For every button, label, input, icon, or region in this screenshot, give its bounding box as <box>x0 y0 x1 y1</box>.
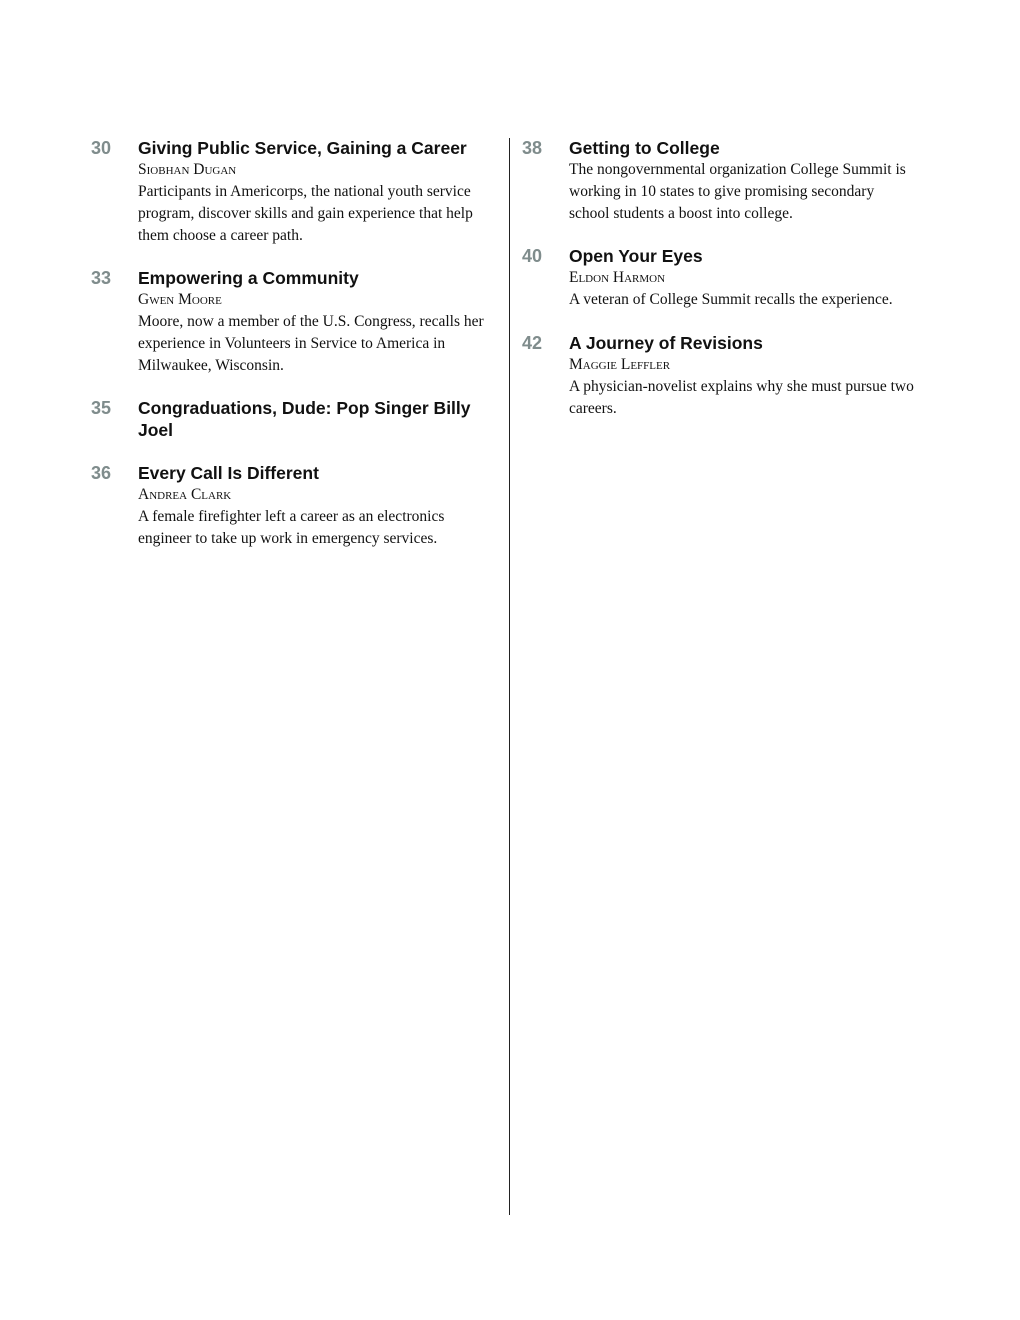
page-number: 40 <box>522 246 543 266</box>
article-title[interactable]: Open Your Eyes <box>569 246 703 266</box>
article-description: A female firefighter left a career as an electronics engineer to take up work in emergency services. <box>138 508 445 547</box>
page-number: 36 <box>91 463 112 483</box>
article-title[interactable]: Giving Public Service, Gaining a Career <box>138 138 467 158</box>
article-title[interactable]: Congraduations, Dude: Pop Singer Billy Joel <box>138 398 471 440</box>
article-description: Moore, now a member of the U.S. Congress, recalls her experience in Volunteers in Service to America in Milwaukee, Wisconsin. <box>138 313 484 374</box>
article-title[interactable]: A Journey of Revisions <box>569 333 763 353</box>
page-number: 35 <box>91 398 112 418</box>
article-description: A veteran of College Summit recalls the experience. <box>569 291 893 308</box>
article-description: Participants in Americorps, the national youth service program, discover skills and gain experience that help them choose a career path. <box>138 183 473 244</box>
page-number: 33 <box>91 268 112 288</box>
article-author: Maggie Leffler <box>569 356 671 373</box>
article-author: Eldon Harmon <box>569 269 666 286</box>
article-description: A physician-novelist explains why she must pursue two careers. <box>569 378 914 417</box>
article-author: Gwen Moore <box>138 291 222 308</box>
page-number: 38 <box>522 138 543 158</box>
article-title[interactable]: Getting to College <box>569 138 720 158</box>
article-title[interactable]: Empowering a Community <box>138 268 359 288</box>
article-description: The nongovernmental organization College Summit is working in 10 states to give promising secondary school students a boost into college. <box>569 161 906 222</box>
page-number: 30 <box>91 138 112 158</box>
page-number: 42 <box>522 333 543 353</box>
article-author: Siobhan Dugan <box>138 161 237 178</box>
article-title[interactable]: Every Call Is Different <box>138 463 319 483</box>
article-author: Andrea Clark <box>138 486 232 503</box>
column-divider <box>509 138 510 1215</box>
